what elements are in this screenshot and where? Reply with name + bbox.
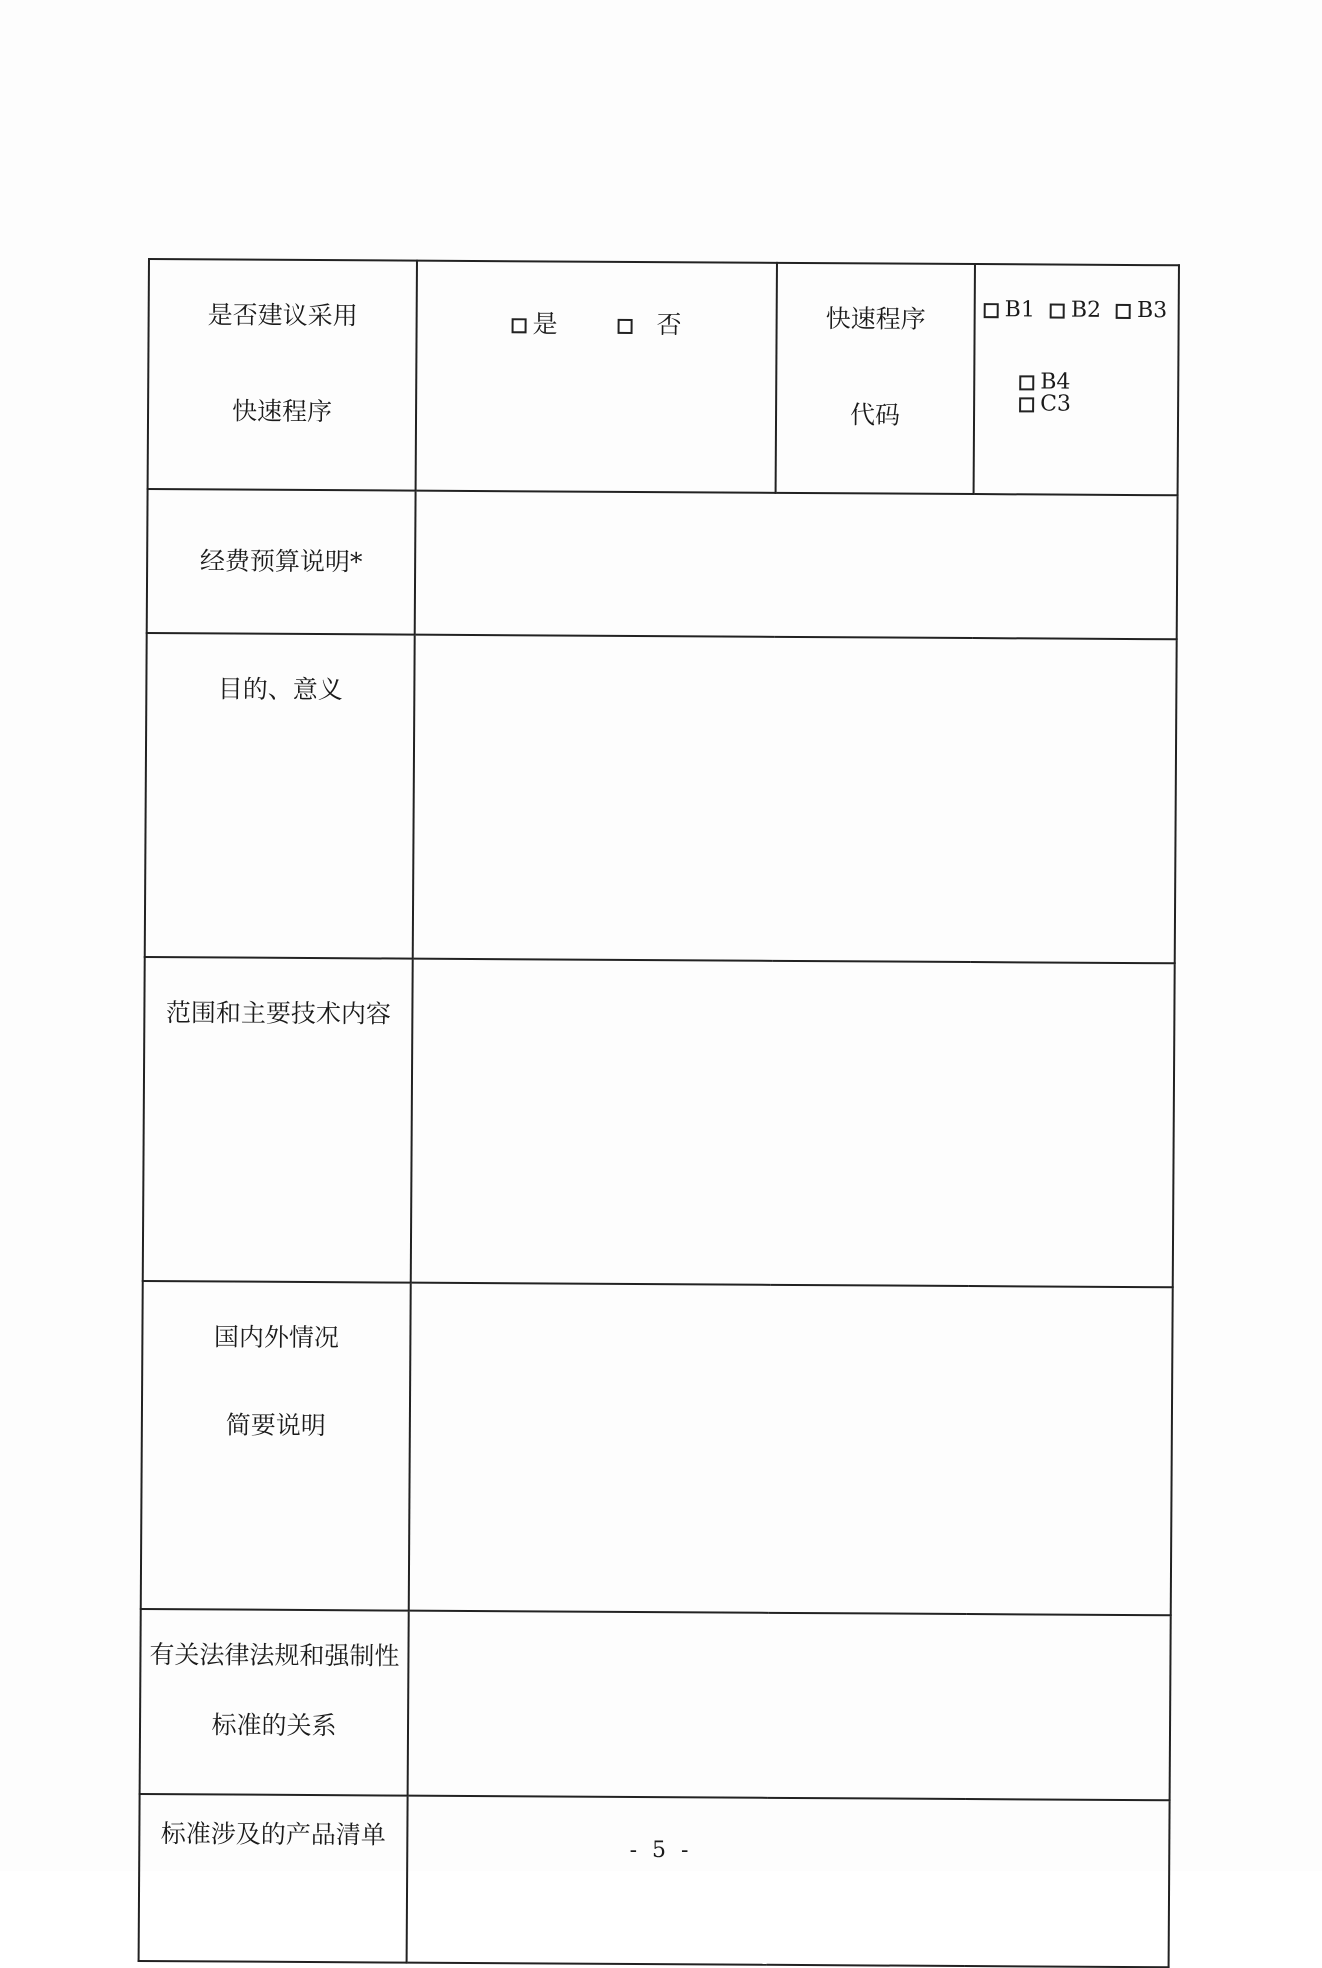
scope-label: 范围和主要技术内容	[165, 998, 391, 1029]
law-relation-label-cell	[140, 1609, 409, 1796]
law-relation-label-line2: 标准的关系	[211, 1710, 337, 1741]
code-b1-checkbox[interactable]	[984, 303, 999, 318]
fast-track-choice-cell	[416, 261, 777, 493]
fast-track-row	[148, 259, 1179, 495]
no-label: 否	[656, 310, 682, 340]
law-relation-row	[140, 1609, 1171, 1800]
yes-checkbox[interactable]	[512, 318, 527, 333]
law-relation-label-line1: 有关法律法规和强制性	[149, 1640, 400, 1671]
domestic-foreign-label-line2: 简要说明	[225, 1410, 326, 1441]
code-c3-label: C3	[1040, 391, 1072, 417]
code-option-b3[interactable]	[1116, 300, 1167, 322]
no-checkbox[interactable]	[618, 319, 633, 334]
code-option-b2[interactable]	[1050, 297, 1102, 323]
fast-track-label-cell	[148, 259, 417, 491]
yes-option[interactable]	[512, 304, 558, 340]
code-b2-checkbox[interactable]	[1050, 303, 1065, 318]
fast-track-code-label-line2: 代码	[849, 400, 901, 430]
law-relation-input-cell[interactable]	[408, 1611, 1171, 1801]
yes-no-options	[418, 262, 776, 342]
code-c3-checkbox[interactable]	[1019, 397, 1034, 412]
fast-track-code-label-line1: 快速程序	[825, 304, 926, 334]
scope-label-cell	[143, 957, 413, 1283]
code-b3-checkbox[interactable]	[1116, 303, 1131, 318]
fast-track-code-options	[975, 265, 1178, 416]
code-b1-label: B1	[1004, 297, 1035, 323]
code-b4-label: B4	[1040, 369, 1071, 395]
purpose-label-cell	[145, 633, 415, 959]
proposal-form-table	[138, 258, 1180, 1968]
no-option[interactable]	[617, 305, 681, 341]
code-b2-label: B2	[1070, 297, 1102, 323]
product-list-label-cell	[139, 1794, 408, 1963]
domestic-foreign-label-cell	[141, 1281, 411, 1611]
code-option-b1[interactable]	[984, 299, 1035, 321]
code-b4-checkbox[interactable]	[1019, 375, 1034, 390]
scope-input-cell[interactable]	[411, 959, 1175, 1288]
fast-track-label-line2: 快速程序	[231, 396, 333, 427]
yes-label: 是	[532, 309, 558, 339]
purpose-input-cell[interactable]	[413, 635, 1177, 964]
budget-label-cell	[147, 489, 416, 635]
fast-track-label-line1: 是否建议采用	[207, 300, 358, 331]
scope-row	[143, 957, 1175, 1287]
code-option-c3[interactable]	[1019, 393, 1071, 415]
fast-track-codes-cell	[974, 264, 1179, 495]
product-list-row	[139, 1794, 1170, 1967]
purpose-label: 目的、意义	[217, 674, 343, 705]
product-list-label: 标准涉及的产品清单	[160, 1819, 386, 1850]
budget-row	[147, 489, 1178, 639]
fast-track-code-label-cell	[776, 263, 975, 494]
page-number: - 5 -	[629, 1838, 693, 1863]
product-list-input-cell[interactable]	[407, 1796, 1170, 1968]
purpose-row	[145, 633, 1177, 963]
domestic-foreign-row	[141, 1281, 1173, 1615]
code-b3-label: B3	[1136, 298, 1168, 324]
code-option-b4[interactable]	[1019, 371, 1070, 393]
domestic-foreign-input-cell[interactable]	[409, 1283, 1173, 1616]
budget-input-cell[interactable]	[415, 491, 1178, 640]
budget-label: 经费预算说明*	[199, 546, 363, 577]
domestic-foreign-label-line1: 国内外情况	[213, 1322, 339, 1353]
